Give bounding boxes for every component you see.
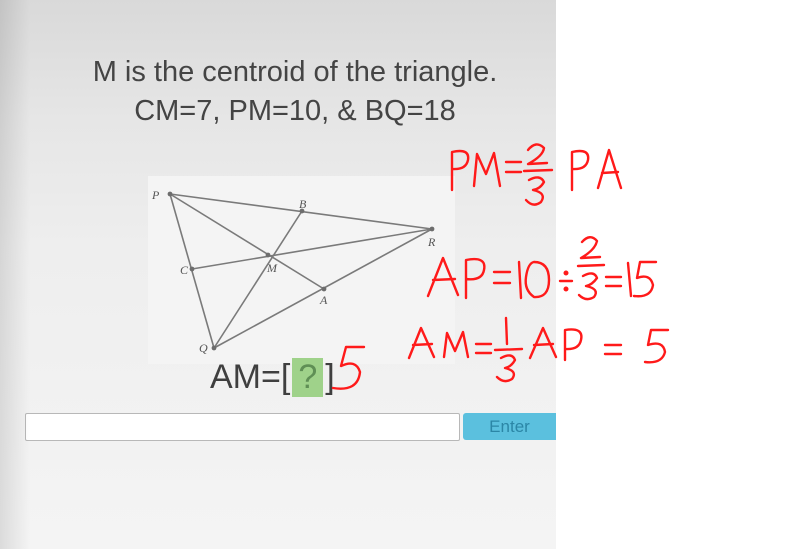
question-line-1: M is the centroid of the triangle. [92,56,498,88]
handwriting-line-1 [452,144,621,204]
label-m: M [267,261,277,275]
handwriting-step-3: AM = 1/3 AP = 5 [14,0,22,1]
answer-blank[interactable]: ? [292,358,323,397]
question-line-2: CM=7, PM=10, & BQ=18 [134,95,456,127]
label-p: P [152,188,160,202]
enter-button[interactable]: Enter [463,413,556,440]
handwritten-work-text [0,0,22,1]
handwriting-line-2 [428,237,656,299]
label-r: R [428,235,436,249]
handwriting-step-2: AP = 10 ÷ 2/3 = 15 [5,0,15,1]
label-q: Q [199,341,208,355]
answer-suffix: ] [325,358,335,396]
handwriting-line-3 [409,318,668,381]
label-c: C [180,263,189,277]
handwritten-answer-5 [333,347,364,389]
handwriting-step-1: PM = 2/3 PA [0,0,6,1]
answer-prefix: AM=[ [210,358,291,396]
label-a: A [320,293,328,307]
label-b: B [299,197,307,211]
